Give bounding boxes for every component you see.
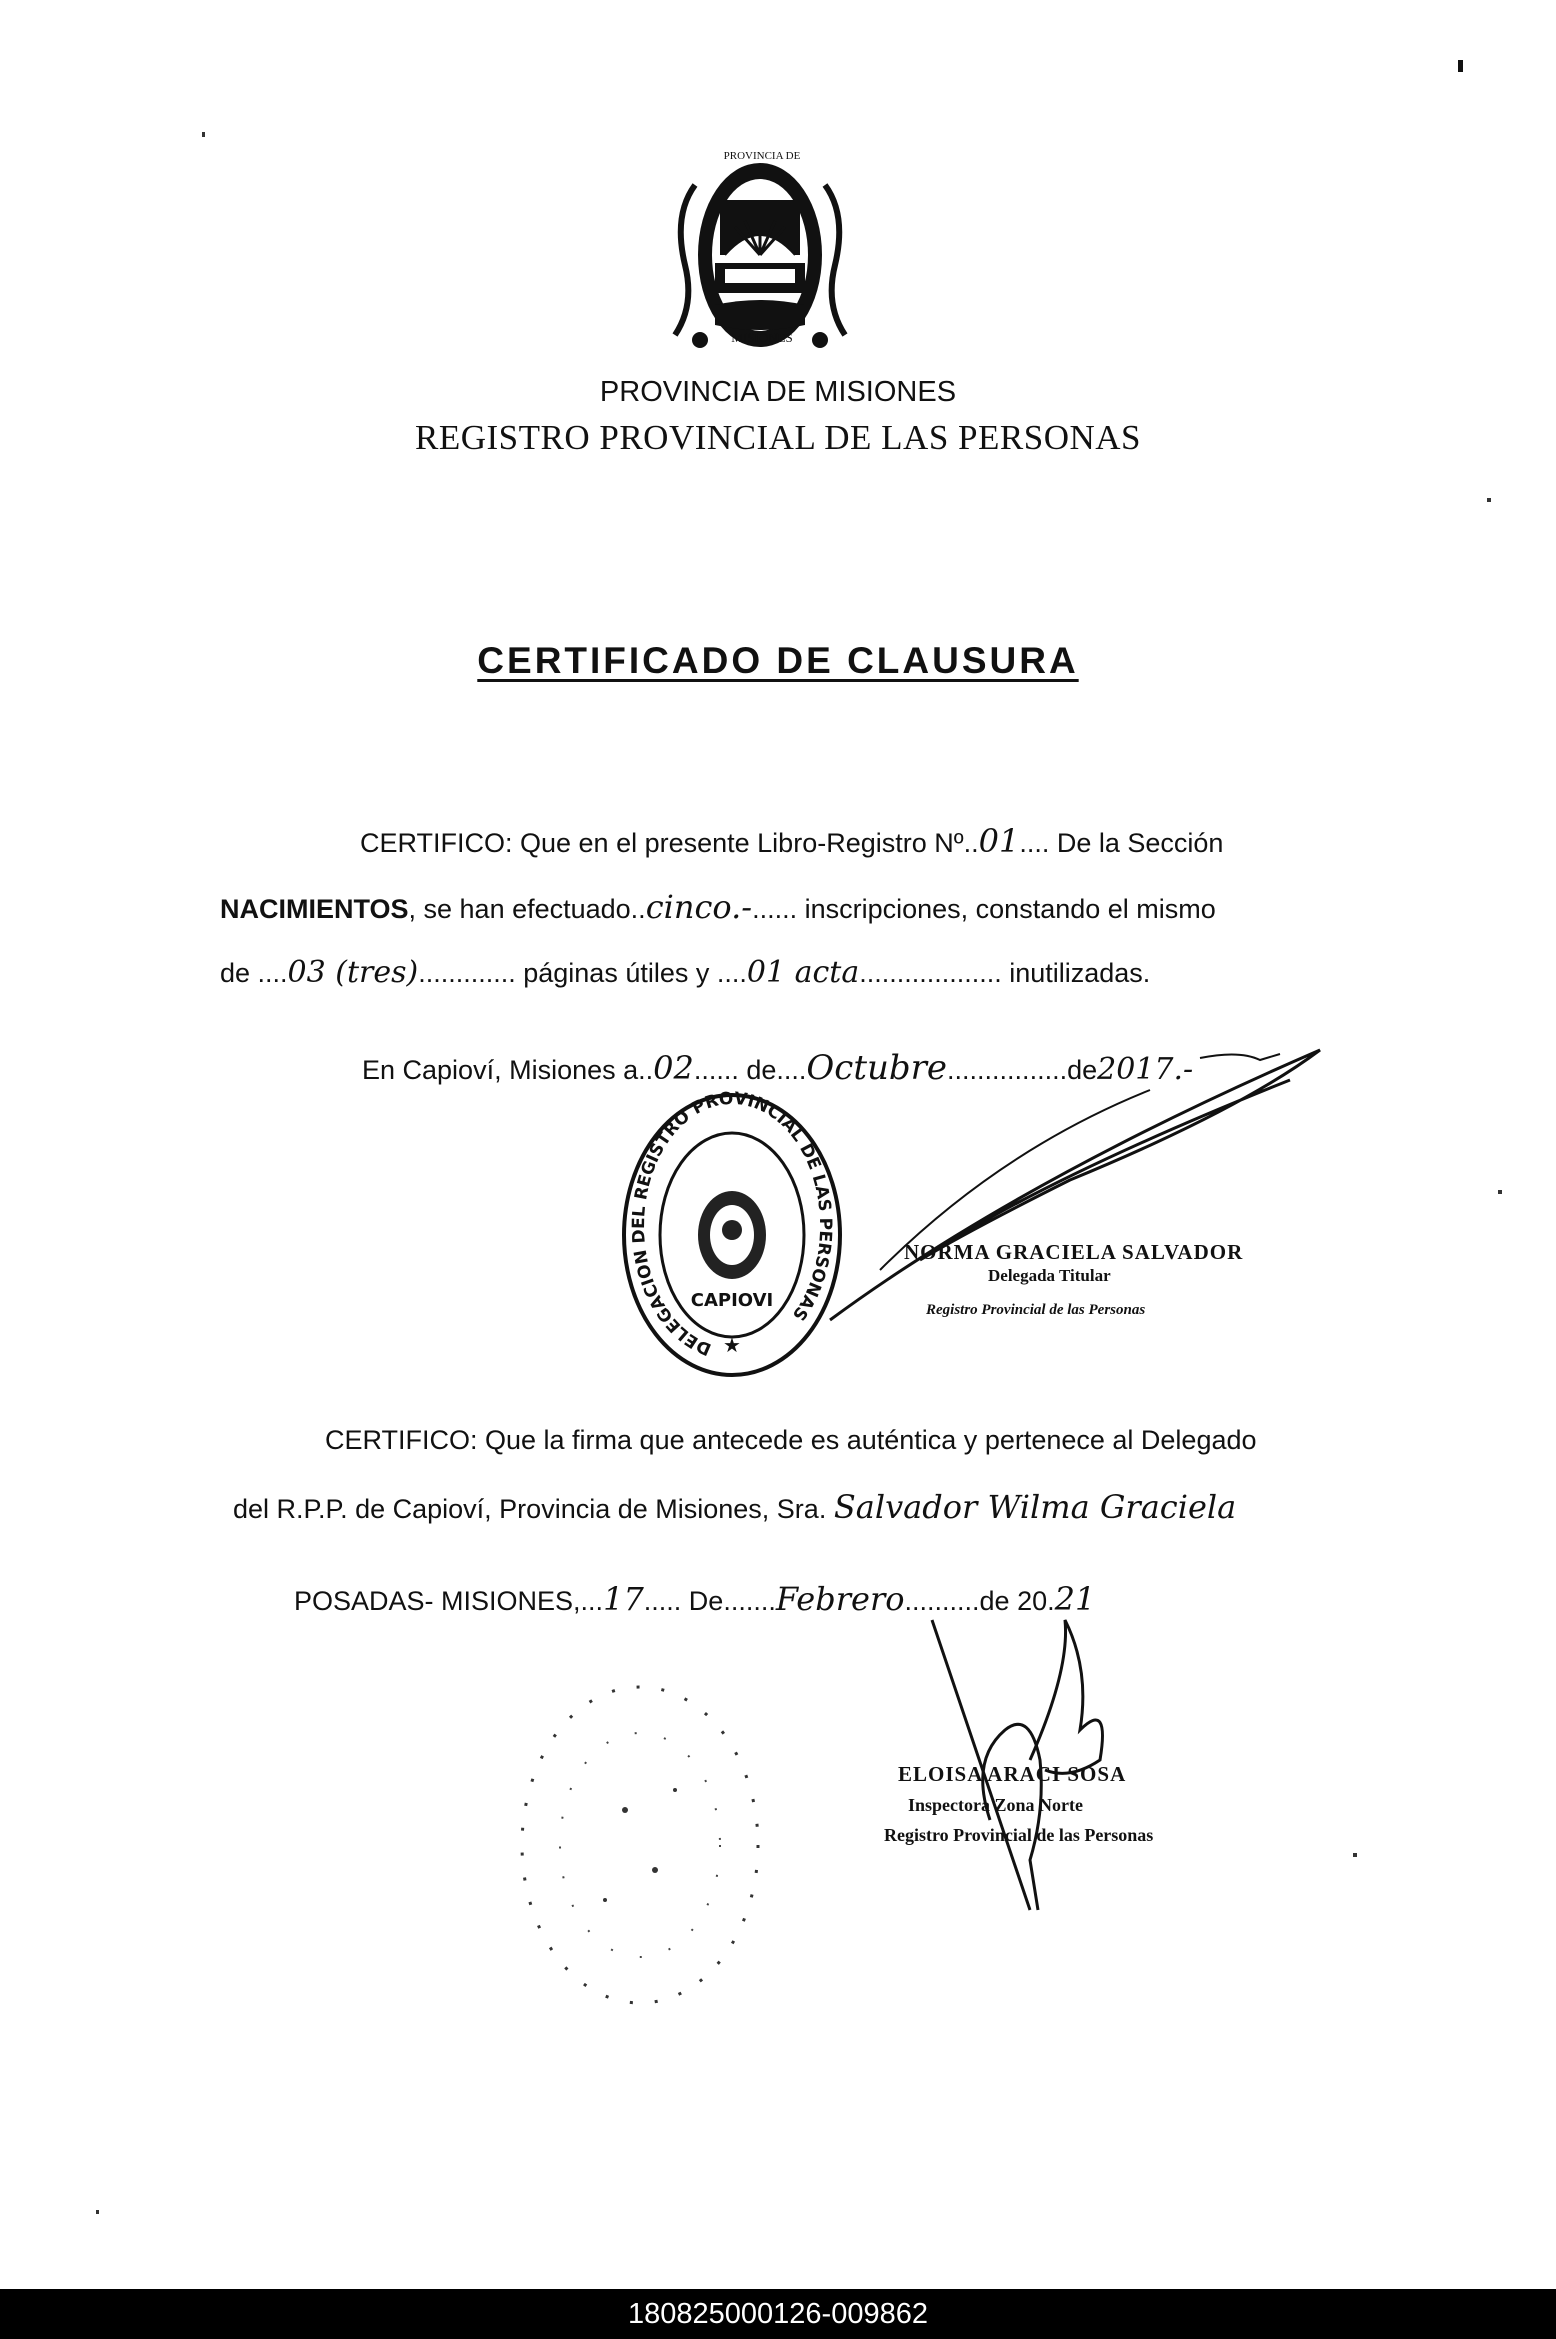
inspector-org: Registro Provincial de las Personas bbox=[884, 1825, 1154, 1845]
legal-l2-prefix: del R.P.P. de Capioví, Provincia de Misiones, Sra. bbox=[233, 1494, 827, 1524]
scan-speck bbox=[96, 2210, 99, 2214]
document-title-text: CERTIFICADO DE CLAUSURA bbox=[477, 640, 1079, 681]
certificate-line-1 bbox=[360, 822, 1223, 860]
scan-speck bbox=[1487, 498, 1491, 502]
delegate-org: Registro Provincial de las Personas bbox=[926, 1302, 1146, 1318]
seal-lettering bbox=[712, 150, 812, 162]
legal-date-prefix: POSADAS- MISIONES,... bbox=[294, 1586, 604, 1616]
cert-l3-start: de .... bbox=[220, 958, 288, 988]
legal-month-handwritten: Febrero bbox=[775, 1580, 905, 1618]
scan-speck bbox=[1458, 60, 1463, 72]
stamp-ring-text: DELEGACION DEL REGISTRO PROVINCIAL DE LAS PERSONAS bbox=[628, 1090, 836, 1360]
cert-l1-after: .... De la Sección bbox=[1019, 828, 1224, 858]
certificate-line-3 bbox=[220, 955, 1150, 990]
footer-document-code: 180825000126-009862 bbox=[0, 2289, 1556, 2339]
cert-l2-after: ...... inscripciones, constando el mismo bbox=[752, 894, 1216, 924]
svg-text:★: ★ bbox=[723, 1335, 741, 1357]
certificate-line-2 bbox=[220, 888, 1216, 926]
paginas-handwritten: 03 (tres) bbox=[287, 955, 419, 990]
cert-l3-mid: ............. páginas útiles y .... bbox=[418, 958, 747, 988]
inspector-role: Inspectora Zona Norte bbox=[908, 1795, 1083, 1815]
scan-speck bbox=[202, 132, 205, 137]
scan-speck bbox=[1353, 1853, 1357, 1857]
seal-text-bottom: MISIONES bbox=[731, 330, 793, 345]
registry-heading: REGISTRO PROVINCIAL DE LAS PERSONAS bbox=[415, 418, 1141, 457]
legal-date-sep-2: ..........de 20. bbox=[904, 1586, 1055, 1616]
cert-l3-end: ................... inutilizadas. bbox=[859, 958, 1151, 988]
legalization-line-1: CERTIFICO: Que la firma que antecede es auténtica y pertenece al Delegado bbox=[325, 1425, 1257, 1455]
date-sep-2: ................de bbox=[947, 1055, 1098, 1085]
legal-day-handwritten: 17 bbox=[603, 1580, 644, 1618]
faint-seal-impression bbox=[505, 1670, 785, 2020]
actas-handwritten: 01 acta bbox=[746, 955, 860, 990]
seal-text-top: PROVINCIA DE bbox=[723, 150, 801, 162]
date-sep-1: ...... de.... bbox=[693, 1055, 807, 1085]
signer-name-handwritten: Salvador Wilma Graciela bbox=[833, 1488, 1237, 1526]
cert-l1-before: CERTIFICO: Que en el presente Libro-Registro Nº.. bbox=[360, 828, 979, 858]
inspector-name: ELOISA ARACI SOSA bbox=[898, 1762, 1127, 1786]
place-prefix: En Capioví, Misiones a.. bbox=[362, 1055, 654, 1085]
cert-l2-mid: , se han efectuado.. bbox=[408, 894, 646, 924]
document-title bbox=[0, 640, 1556, 682]
delegacion-stamp bbox=[620, 1090, 844, 1380]
libro-number-handwritten: 01 bbox=[978, 822, 1020, 860]
delegate-name: NORMA GRACIELA SALVADOR bbox=[904, 1240, 1244, 1264]
legalization-line-2 bbox=[233, 1488, 1236, 1526]
legal-date-sep-1: ..... De....... bbox=[643, 1586, 776, 1616]
year-handwritten: 2017.- bbox=[1097, 1052, 1194, 1087]
scan-speck bbox=[1498, 1190, 1502, 1194]
day-handwritten: 02 bbox=[653, 1049, 694, 1087]
inscripciones-handwritten: cinco.- bbox=[645, 888, 753, 926]
stamp-town: CAPIOVI bbox=[690, 1290, 774, 1311]
province-heading: PROVINCIA DE MISIONES bbox=[599, 376, 957, 408]
legal-year-handwritten: 21 bbox=[1054, 1580, 1096, 1618]
section-name: NACIMIENTOS bbox=[220, 894, 409, 924]
delegate-role: Delegada Titular bbox=[988, 1266, 1111, 1285]
seal-lettering-bottom bbox=[712, 330, 812, 346]
month-handwritten: Octubre bbox=[806, 1048, 948, 1088]
